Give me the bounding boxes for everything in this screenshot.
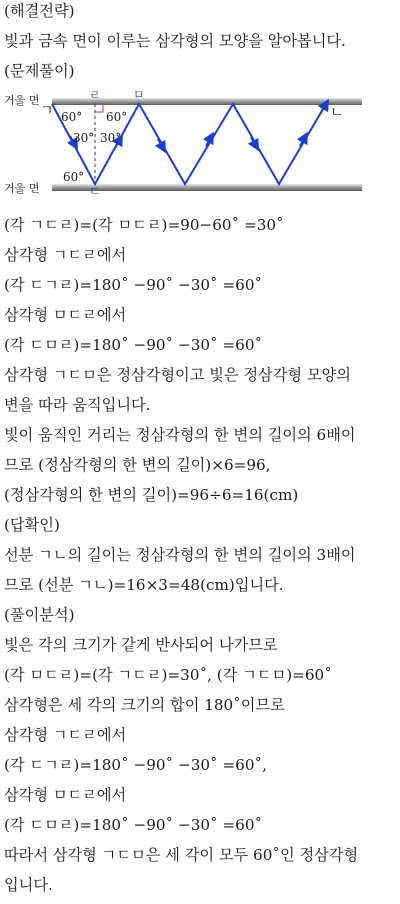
solution-line: (각 ㄱㄷㄹ)=(각 ㅁㄷㄹ)=90−60˚ =30˚ <box>4 216 284 234</box>
strategy-text: 빛과 금속 면이 이루는 삼각형의 모양을 알아봅니다. <box>4 32 346 50</box>
top-mirror-label: 거울 면 <box>4 94 40 107</box>
heading-analysis: (풀이분석) <box>4 606 75 624</box>
solution-line: 삼각형 ㅁㄷㄹ에서 <box>4 306 127 324</box>
answer-line: 므로 (선분 ㄱㄴ)=16×3=48(cm)입니다. <box>4 576 284 594</box>
answer-line: 선분 ㄱㄴ의 길이는 정삼각형의 한 변의 길이의 3배이 <box>4 546 356 564</box>
solution-line: (정삼각형의 한 변의 길이)=96÷6=16(cm) <box>4 486 299 504</box>
analysis-line: 입니다. <box>4 876 53 894</box>
analysis-line: 삼각형은 세 각의 크기의 합이 180˚이므로 <box>4 696 285 714</box>
analysis-line: 삼각형 ㅁㄷㄹ에서 <box>4 786 127 804</box>
reflection-diagram <box>0 84 400 196</box>
solution-line: 삼각형 ㄱㄷㄹ에서 <box>4 246 127 264</box>
reflection-figure <box>0 84 400 196</box>
angle-top-right-label: 60° <box>106 110 128 124</box>
solution-line: (각 ㄷㅁㄹ)=180˚ −90˚ −30˚ =60˚ <box>4 336 263 354</box>
solution-line: 빛이 움직인 거리는 정삼각형의 한 변의 길이의 6배이 <box>4 426 356 444</box>
heading-strategy: (해결전략) <box>4 2 75 20</box>
angle-bottom-label: 60° <box>63 170 85 184</box>
point-d-label: ㄹ <box>89 88 101 102</box>
heading-answer: (답확인) <box>4 516 60 534</box>
point-c-label: ㄷ <box>89 184 101 198</box>
point-a-label: ㄱ <box>40 103 54 119</box>
angle-mid-left-label: 30° <box>73 131 95 145</box>
heading-solution: (문제풀이) <box>4 62 75 80</box>
analysis-line: (각 ㄷㄱㄹ)=180˚ −90˚ −30˚ =60˚, <box>4 756 267 774</box>
angle-top-left-label: 60° <box>61 110 83 124</box>
angle-mid-right-label: 30° <box>100 131 122 145</box>
analysis-line: (각 ㅁㄷㄹ)=(각 ㄱㄷㄹ)=30˚, (각 ㄱㄷㅁ)=60˚ <box>4 666 332 684</box>
solution-line: 므로 (정삼각형의 한 변의 길이)×6=96, <box>4 456 271 474</box>
analysis-line: (각 ㄷㅁㄹ)=180˚ −90˚ −30˚ =60˚ <box>4 816 263 834</box>
analysis-line: 삼각형 ㄱㄷㄹ에서 <box>4 726 127 744</box>
analysis-line: 빛은 각의 크기가 같게 반사되어 나가므로 <box>4 636 278 654</box>
point-e-label: ㅁ <box>133 88 145 102</box>
solution-line: 삼각형 ㄱㄷㅁ은 정삼각형이고 빛은 정삼각형 모양의 <box>4 366 351 384</box>
point-b-label: ㄴ <box>330 105 344 121</box>
bottom-mirror-label: 거울 면 <box>4 182 40 195</box>
solution-line: 변을 따라 움직입니다. <box>4 396 151 414</box>
solution-line: (각 ㄷㄱㄹ)=180˚ −90˚ −30˚ =60˚ <box>4 276 263 294</box>
right-angle-mark <box>95 104 103 112</box>
analysis-line: 따라서 삼각형 ㄱㄷㅁ은 세 각이 모두 60˚인 정삼각형 <box>4 846 359 864</box>
